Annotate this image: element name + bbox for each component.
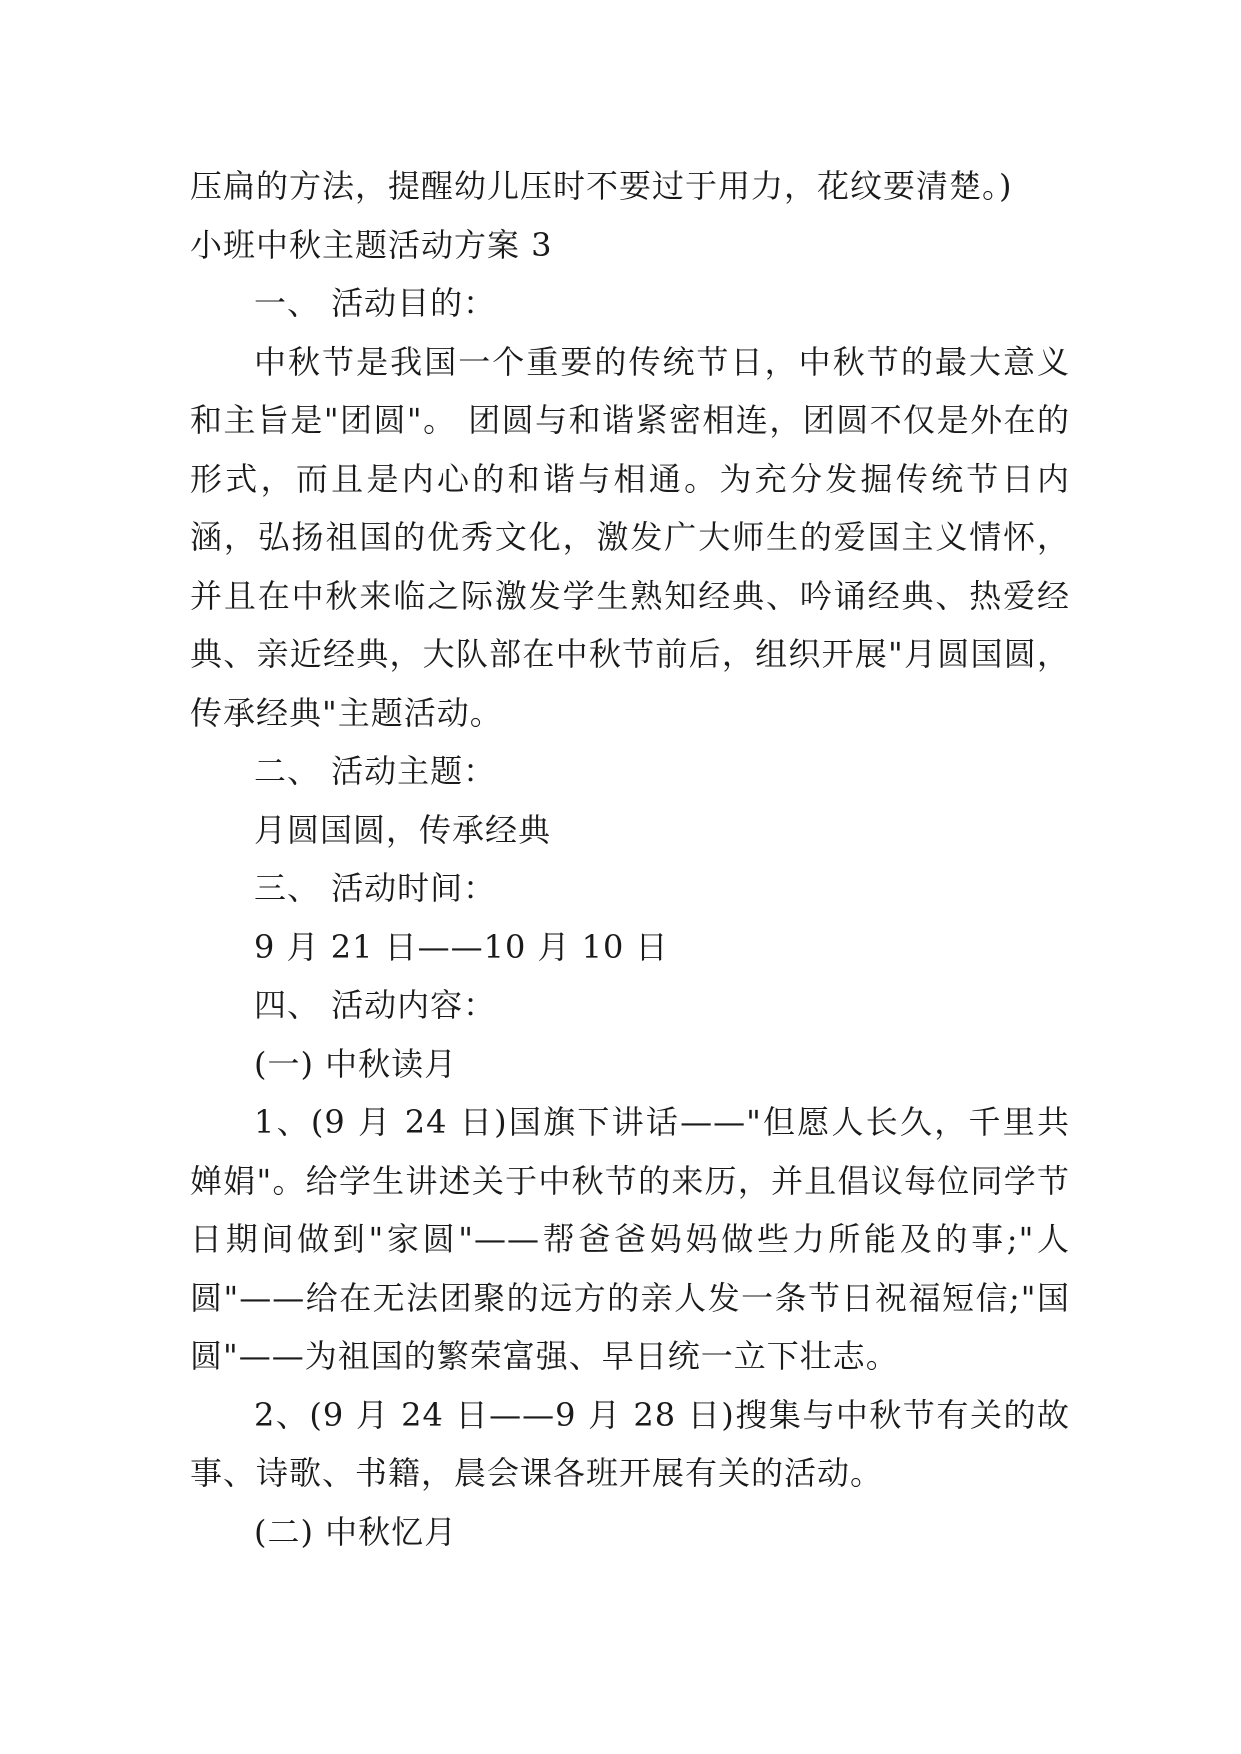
- subheading-remembering-moon: (二) 中秋忆月: [254, 1512, 458, 1551]
- heading-activity-content: 四、 活动内容：: [254, 986, 497, 1024]
- paragraph-time: 9 月 21 日——10 月 10 日: [254, 927, 669, 966]
- section-title: 小班中秋主题活动方案 3: [190, 225, 553, 264]
- paragraph-purpose: 中秋节是我国一个重要的传统节日，中秋节的最大意义和主旨是"团圆"。 团圆与和谐紧密相连，团圆不仅是外在的形式，而且是内心的和谐与相通。为充分发掘传统节日内涵，弘扬祖国的优秀文化，激发广大师生的爱国主义情怀，并且在中秋来临之际激发学生熟知经典、吟诵经典、热爱经典、亲近经典，大队部在中秋节前后，组织开展"月圆国圆，传承经典"主题活动。: [190, 342, 1070, 732]
- paragraph-theme: 月圆国圆，传承经典: [254, 810, 552, 849]
- document-body: [190, 157, 1070, 1561]
- paragraph-item-2: 2、(9 月 24 日——9 月 28 日)搜集与中秋节有关的故事、诗歌、书籍，晨会课各班开展有关的活动。: [190, 1395, 1070, 1492]
- heading-activity-time: 三、 活动时间：: [254, 869, 497, 907]
- paragraph-continuation: 压扁的方法，提醒幼儿压时不要过于用力，花纹要清楚。): [190, 167, 1013, 205]
- heading-activity-theme: 二、 活动主题：: [254, 752, 497, 790]
- paragraph-item-1: 1、(9 月 24 日)国旗下讲话——"但愿人长久，千里共婵娟"。给学生讲述关于中秋节的来历，并且倡议每位同学节日期间做到"家圆"——帮爸爸妈妈做些力所能及的事;"人圆"——给在无法团聚的远方的亲人发一条节日祝福短信;"国圆"——为祖国的繁荣富强、早日统一立下壮志。: [190, 1103, 1070, 1375]
- heading-activity-purpose: 一、 活动目的：: [254, 284, 497, 322]
- subheading-reading-moon: (一) 中秋读月: [254, 1044, 458, 1083]
